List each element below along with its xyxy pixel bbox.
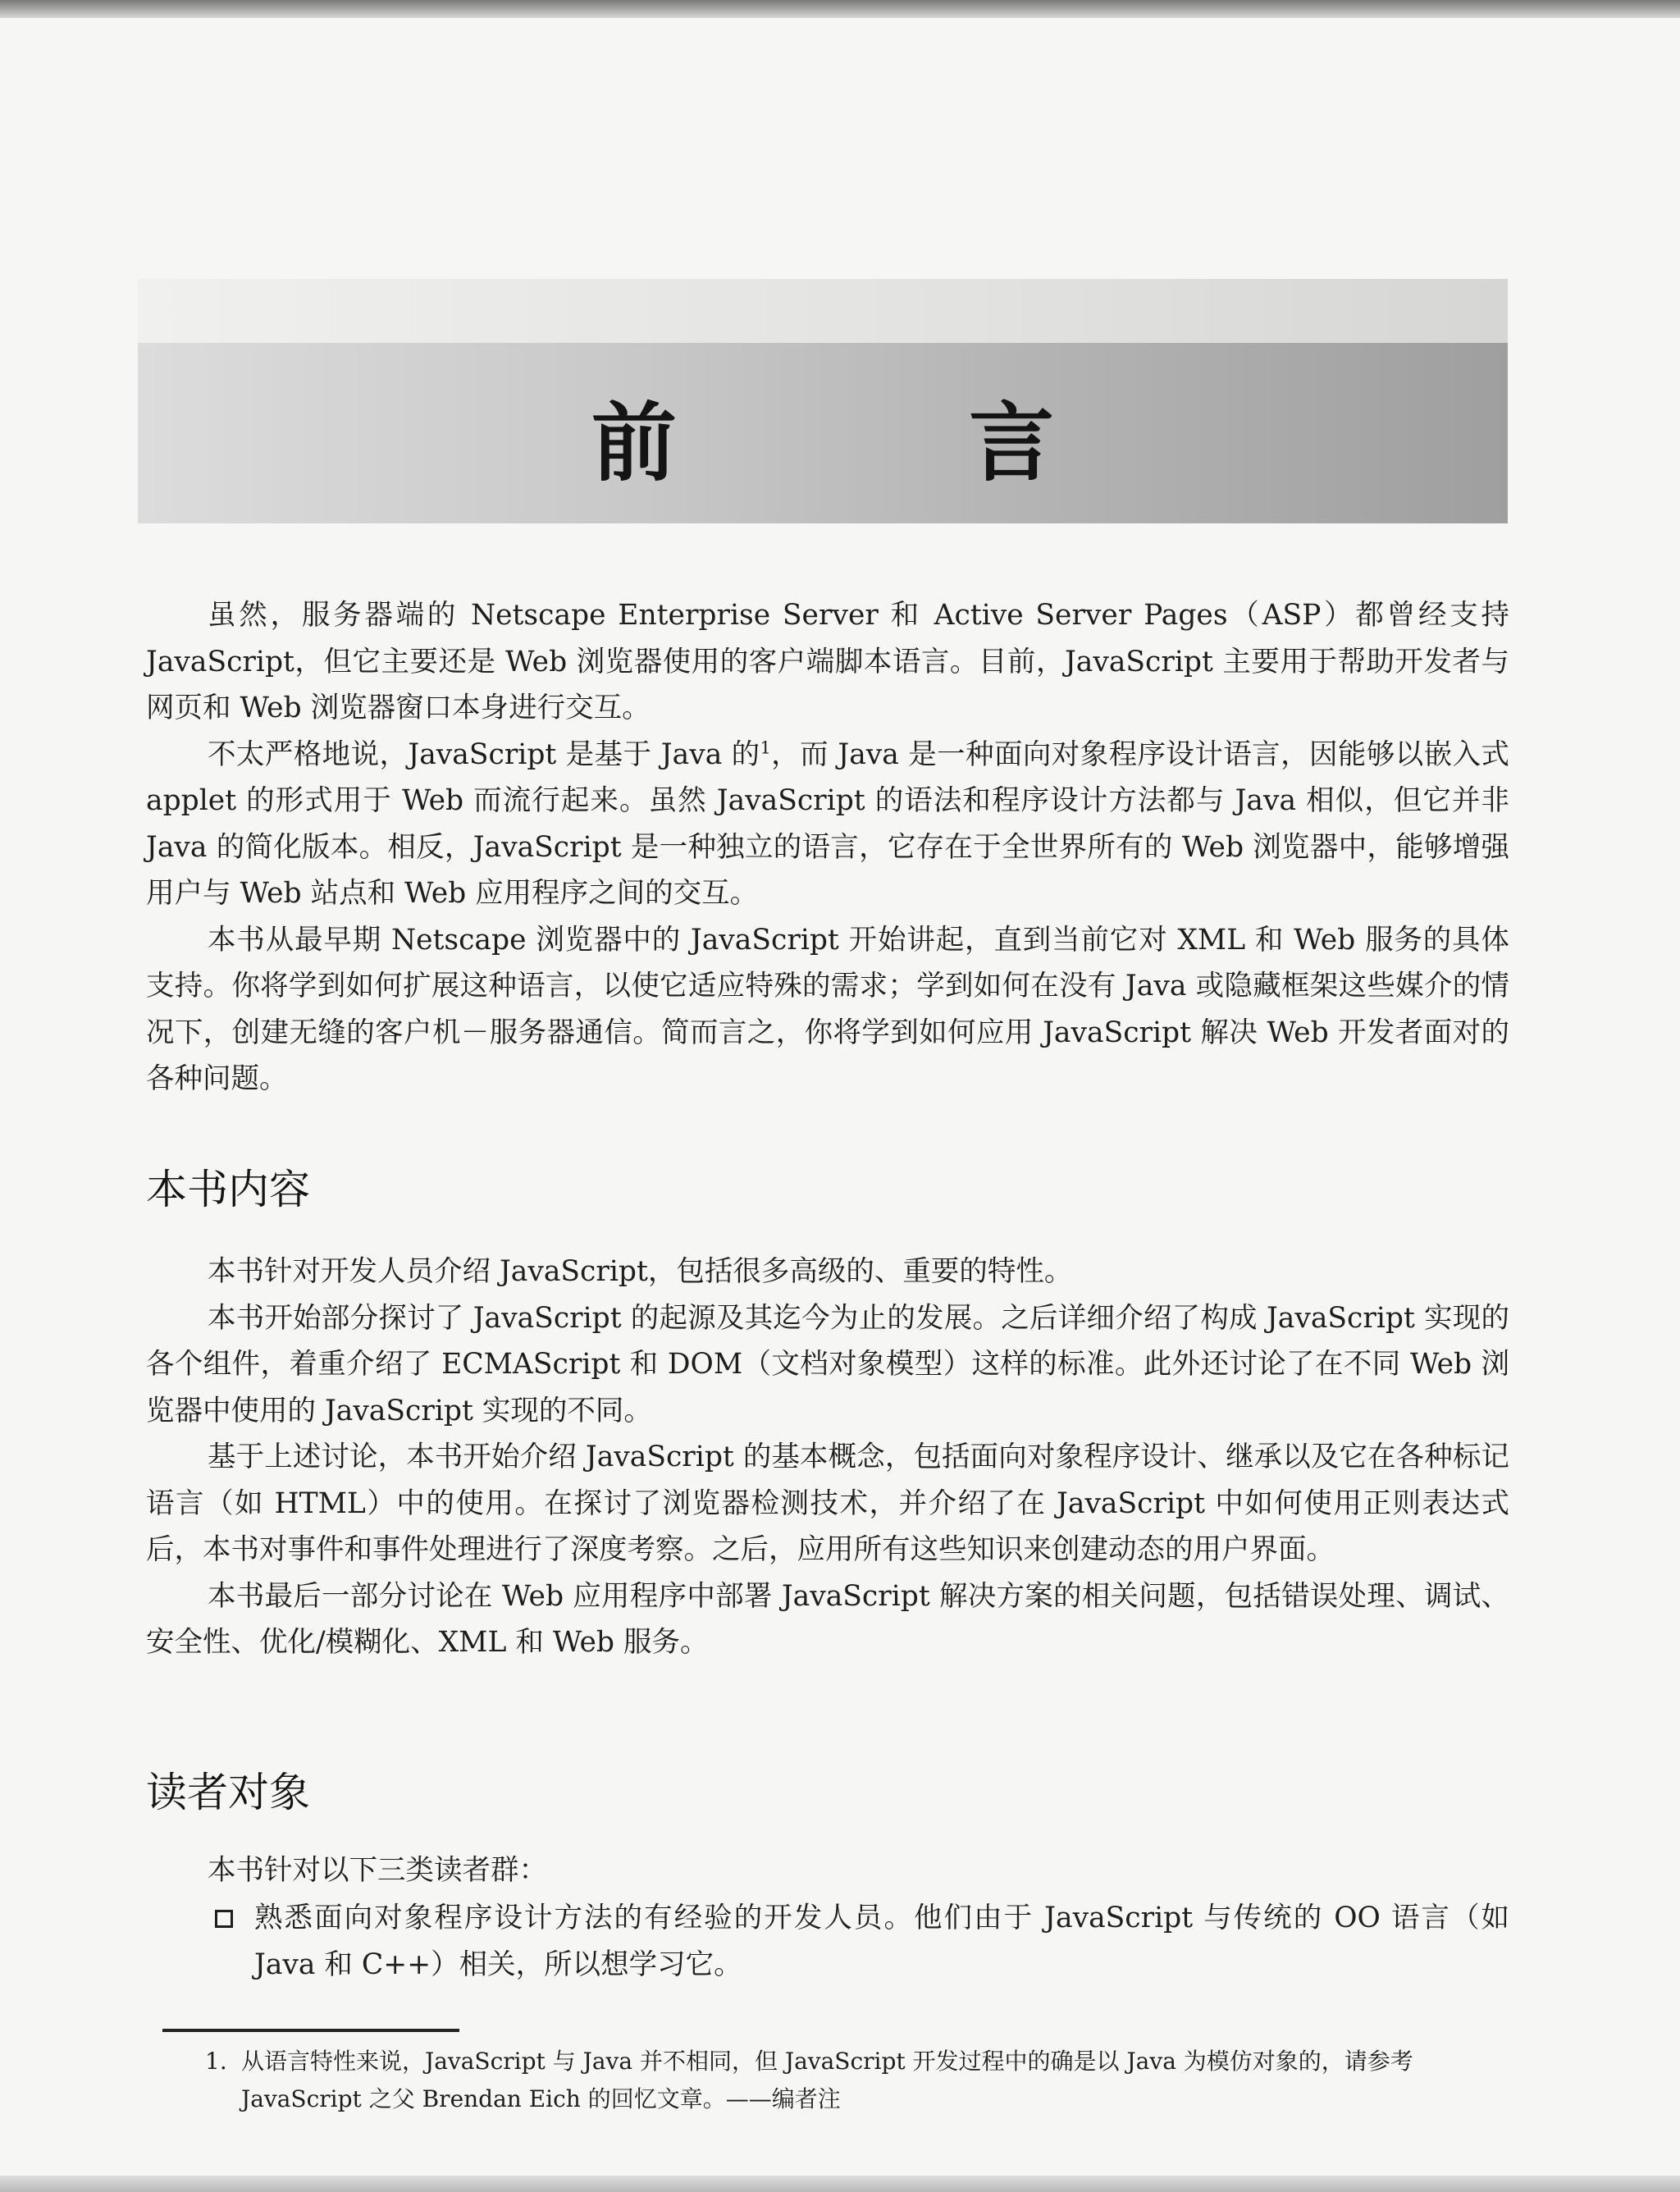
footnote-ref: 1 (760, 738, 771, 757)
footnote-line-1 (205, 2043, 1518, 2080)
footnote-separator (162, 2029, 459, 2032)
checkbox-bullet-icon (215, 1910, 233, 1928)
chapter-title: 前 言 (591, 393, 1186, 493)
section-heading-audience: 读者对象 (146, 1769, 310, 1816)
section-heading-contents: 本书内容 (146, 1166, 310, 1213)
footnote-number: 1. (205, 2048, 227, 2075)
intro-paragraph-2-text: 不太严格地说，JavaScript 是基于 Java 的 (208, 738, 760, 771)
audience-text (146, 1847, 1509, 1894)
contents-paragraph-3: 基于上述讨论，本书开始介绍 JavaScript 的基本概念，包括面向对象程序设计、继承以及它在各种标记语言（如 HTML）中的使用。在探讨了浏览器检测技术，并介绍了在 JavaScript 中如何使用正则表达式后，本书对事件和事件处理进行了深度考察。之后，应用所有这些知识来创建动态的用户界面。 (146, 1441, 1509, 1566)
intro-paragraph-2-rest: ，而 Java 是一种面向对象程序设计语言，因能够以嵌入式 applet 的形式用于 Web 而流行起来。虽然 JavaScript 的语法和程序设计方法都与 Java 相似，但它并非 Java 的简化版本。相反，JavaScript 是一种独立的语言，它存在于全世界所有的 Web 浏览器中，能够增强用户与 Web 站点和 Web 应用程序之间的交互。 (146, 738, 1509, 910)
audience-paragraph-1: 本书针对以下三类读者群： (208, 1854, 547, 1887)
intro-paragraph-3: 本书从最早期 Netscape 浏览器中的 JavaScript 开始讲起，直到当前它对 XML 和 Web 服务的具体支持。你将学到如何扩展这种语言，以使它适应特殊的需求；学到如何在没有 Java 或隐藏框架这些媒介的情况下，创建无缝的客户机－服务器通信。简而言之，你将学到如何应用 JavaScript 解决 Web 开发者面对的各种问题。 (146, 923, 1509, 1095)
scan-bottom-edge (0, 2176, 1680, 2192)
scan-top-edge (0, 0, 1680, 18)
footnote-line-2: JavaScript 之父 Brendan Eich 的回忆文章。——编者注 (241, 2085, 841, 2112)
footnote (205, 2043, 1518, 2118)
footnote-text-1: 从语言特性来说，JavaScript 与 Java 并不相同，但 JavaScript 开发过程中的确是以 Java 为模仿对象的，请参考 (241, 2048, 1413, 2075)
contents-paragraph-4: 本书最后一部分讨论在 Web 应用程序中部署 JavaScript 解决方案的相关问题，包括错误处理、调试、安全性、优化/模糊化、XML 和 Web 服务。 (146, 1579, 1509, 1659)
intro-paragraph-1: 虽然，服务器端的 Netscape Enterprise Server 和 Active Server Pages（ASP）都曾经支持 JavaScript，但它主要还是 Web 浏览器使用的客户端脚本语言。目前，JavaScript 主要用于帮助开发者与网页和 Web 浏览器窗口本身进行交互。 (146, 599, 1509, 724)
audience-list-item (215, 1895, 1509, 1988)
intro-paragraph-2 (146, 732, 1509, 917)
banner-shadow (138, 279, 1508, 343)
audience-list-item-text: 熟悉面向对象程序设计方法的有经验的开发人员。他们由于 JavaScript 与传统的 OO 语言（如 Java 和 C++）相关，所以想学习它。 (254, 1902, 1509, 1981)
intro-text (146, 592, 1509, 1103)
contents-text (146, 1249, 1509, 1666)
contents-paragraph-1: 本书针对开发人员介绍 JavaScript，包括很多高级的、重要的特性。 (208, 1255, 1073, 1288)
contents-paragraph-2: 本书开始部分探讨了 JavaScript 的起源及其迄今为止的发展。之后详细介绍了构成 JavaScript 实现的各个组件，着重介绍了 ECMAScript 和 DOM（文档对象模型）这样的标准。此外还讨论了在不同 Web 浏览器中使用的 JavaScript 实现的不同。 (146, 1301, 1509, 1427)
